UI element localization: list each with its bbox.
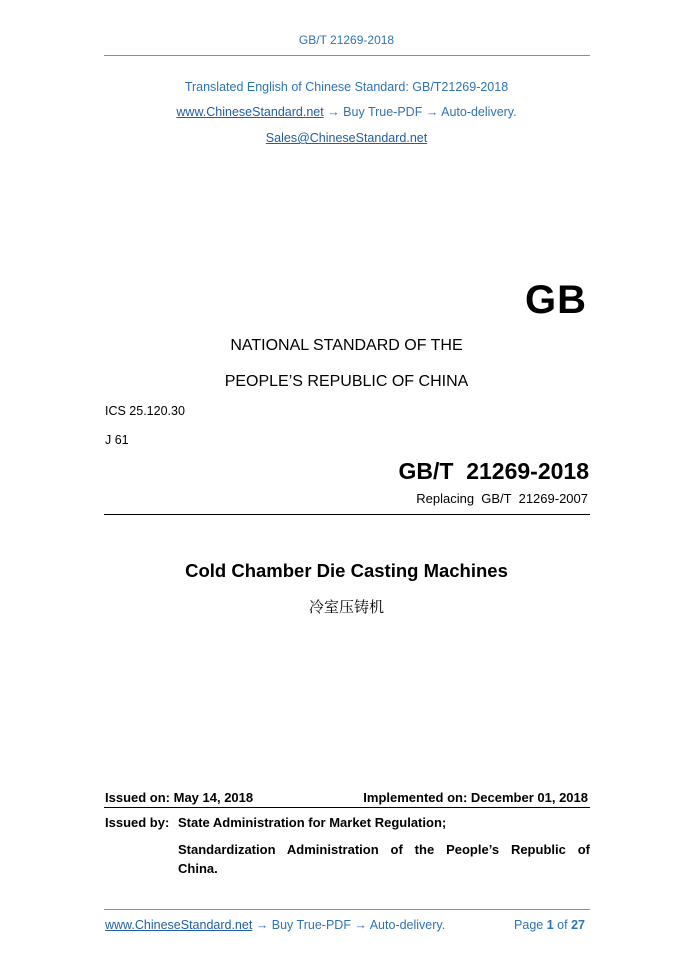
document-title-chinese: 冷室压铸机 xyxy=(308,598,384,616)
ics-code: ICS 25.120.30 xyxy=(105,404,185,418)
issue-divider xyxy=(104,807,590,808)
issued-on: Issued on: May 14, 2018 xyxy=(105,790,254,805)
page-current: 1 xyxy=(546,918,554,932)
replacing-note: Replacing GB/T 21269-2007 xyxy=(416,491,588,506)
implemented-on: Implemented on: December 01, 2018 xyxy=(363,790,588,805)
page-of: of xyxy=(557,918,568,932)
email-row xyxy=(0,131,693,145)
document-title: Cold Chamber Die Casting Machines xyxy=(185,560,508,581)
running-header: GB/T 21269-2018 xyxy=(298,33,395,47)
national-standard-line-1: NATIONAL STANDARD OF THE xyxy=(230,337,463,354)
gb-mark: GB xyxy=(525,278,587,322)
national-standard-line-2: PEOPLE’S REPUBLIC OF CHINA xyxy=(224,373,469,390)
banner-links xyxy=(0,105,693,119)
email-link[interactable]: Sales@ChineseStandard.net xyxy=(265,131,428,145)
page-indicator xyxy=(514,918,585,932)
footer-site-link[interactable]: www.ChineseStandard.net xyxy=(105,918,253,932)
standard-number: GB/T 21269-2018 xyxy=(398,458,589,484)
footer-divider xyxy=(104,909,590,910)
footer-buy-text: → Buy True-PDF → Auto-delivery. xyxy=(255,918,446,932)
page-total: 27 xyxy=(571,918,585,932)
issued-by-label: Issued by: xyxy=(105,815,170,830)
header-divider xyxy=(104,55,590,56)
translation-notice: Translated English of Chinese Standard: GB/T21269-2018 xyxy=(184,80,509,94)
buy-text: → Buy True-PDF → Auto-delivery. xyxy=(327,105,517,119)
cover-divider xyxy=(104,514,590,515)
issuer-2: Standardization Administration of the People’s Republic of China. xyxy=(178,842,594,876)
footer-links xyxy=(105,918,445,932)
page-label: Page xyxy=(514,918,544,932)
ccs-code: J 61 xyxy=(105,433,129,447)
site-link[interactable]: www.ChineseStandard.net xyxy=(176,105,324,119)
issuer-1: State Administration for Market Regulation; xyxy=(178,815,447,830)
